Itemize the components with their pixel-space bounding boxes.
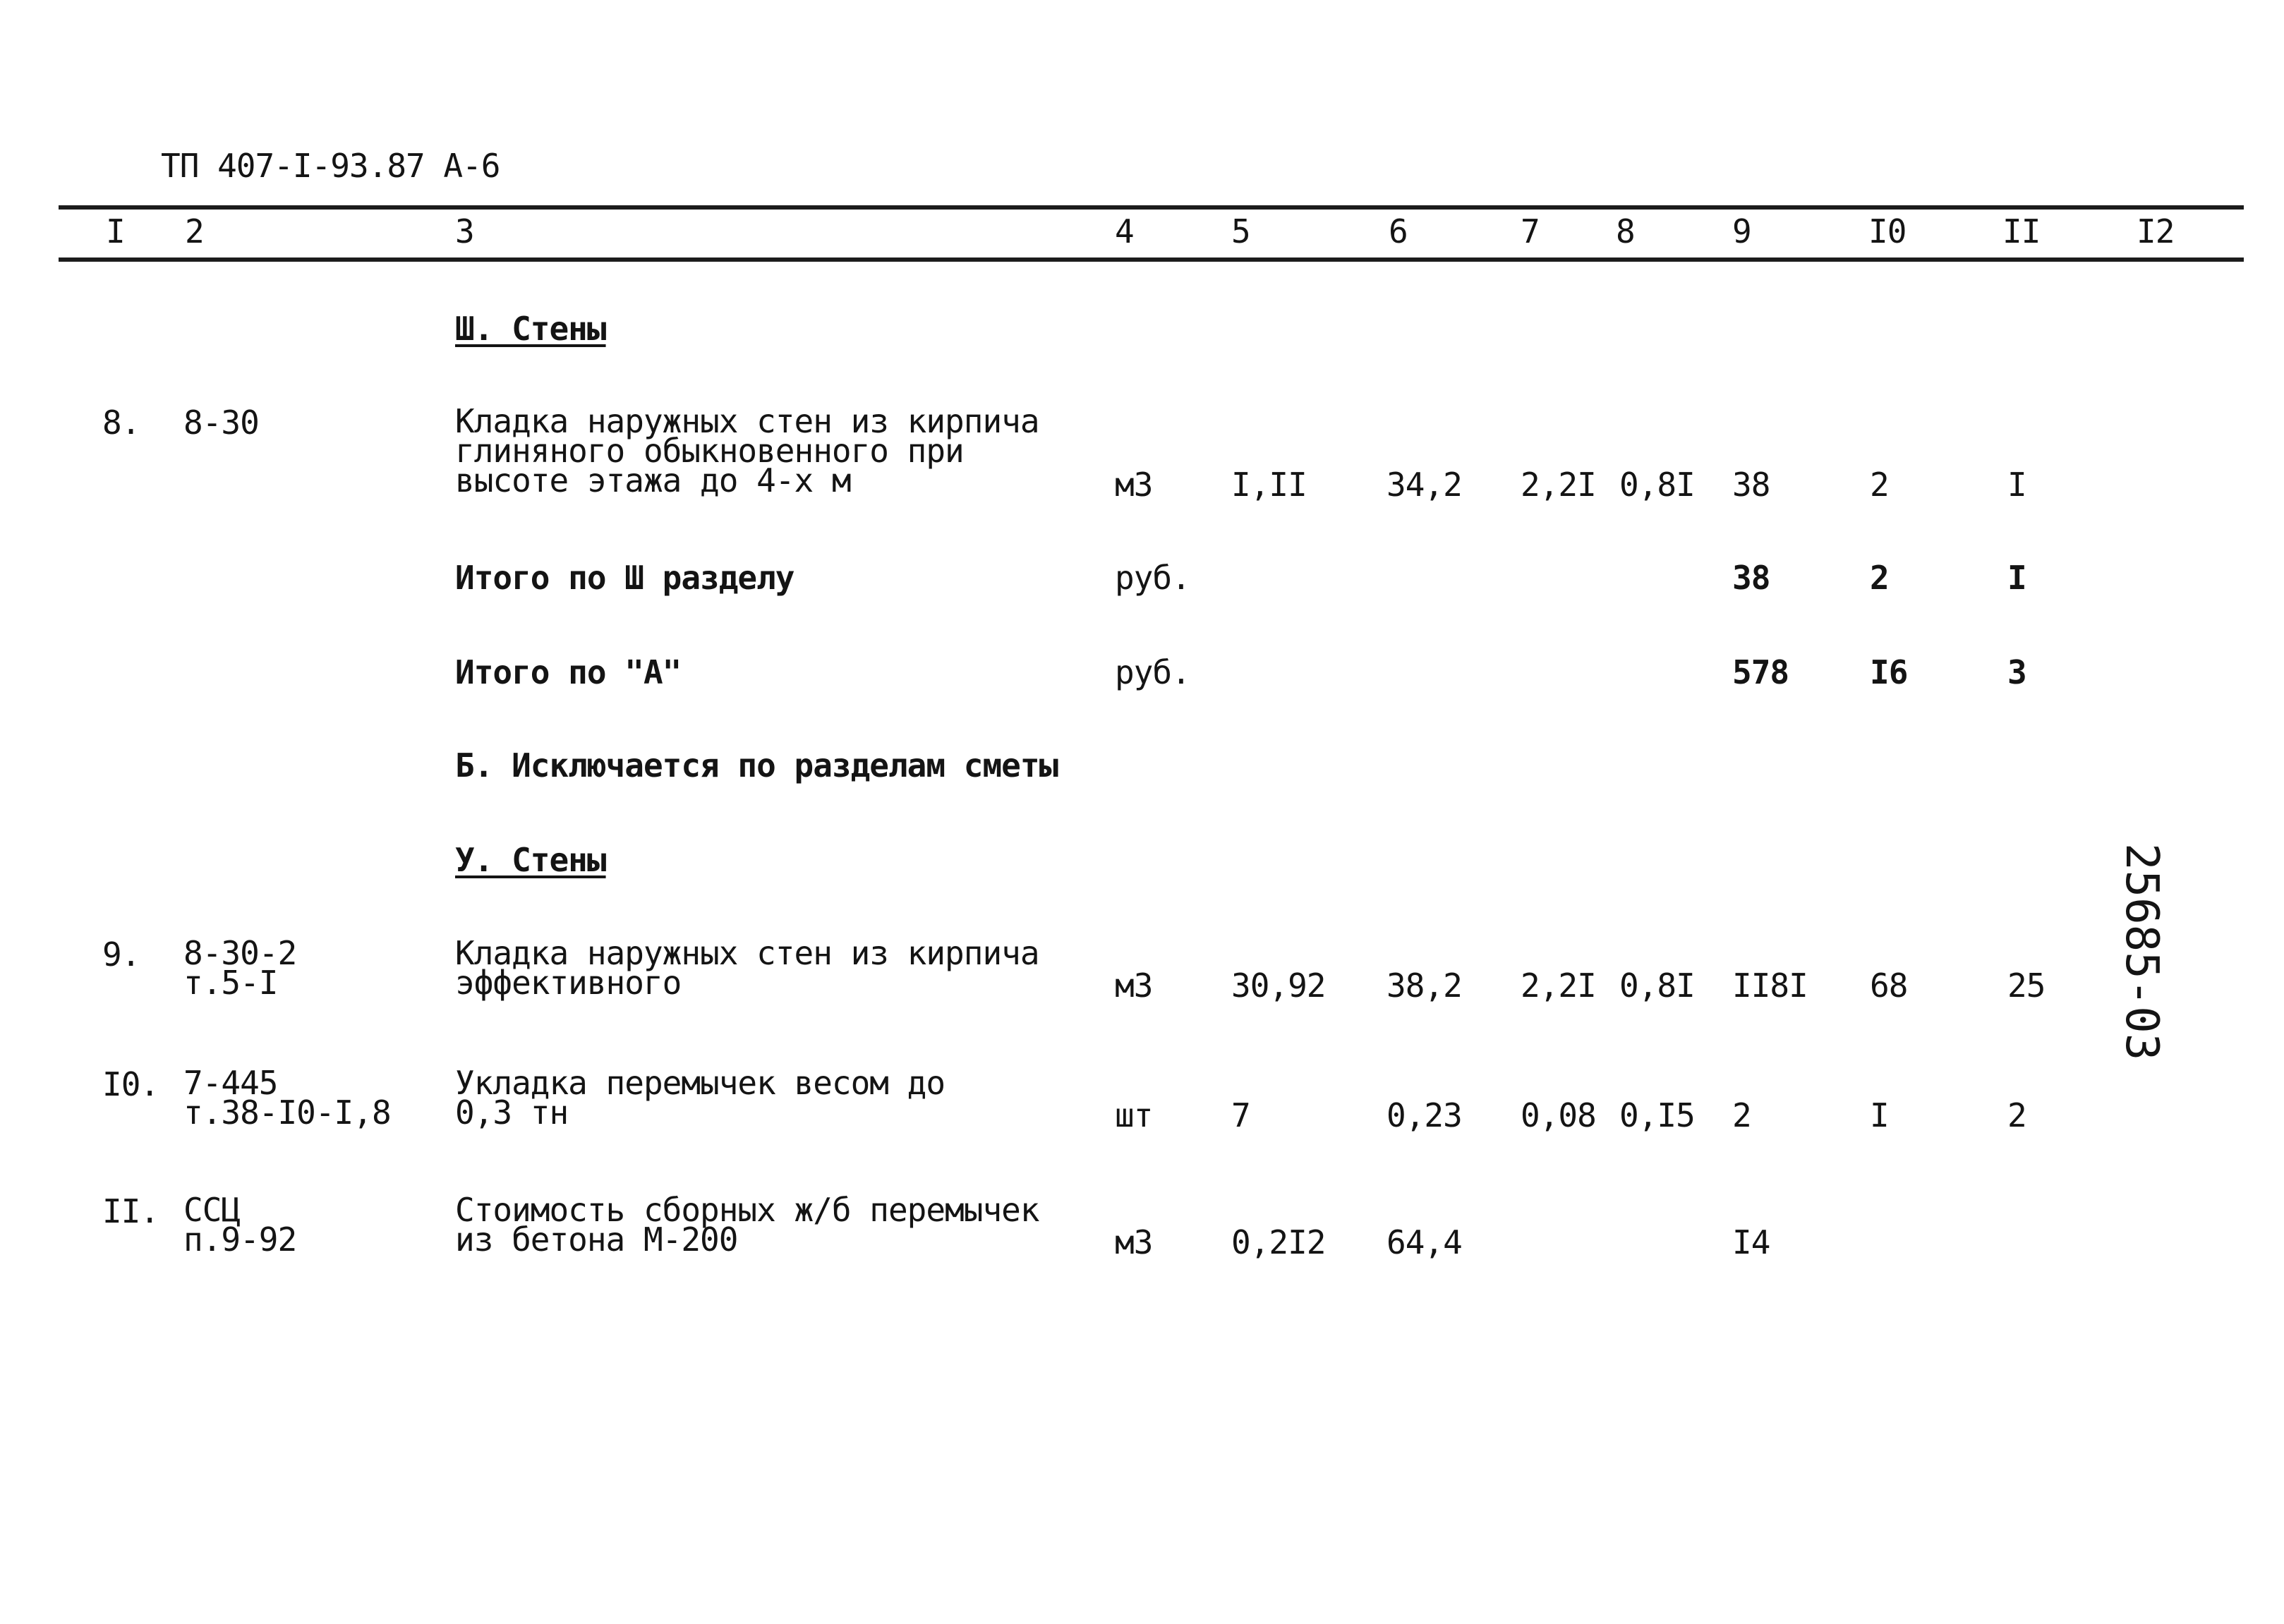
row-col9: 38: [1732, 466, 1770, 504]
row-col8: 0,8I: [1619, 966, 1695, 1005]
row-unit: шт: [1115, 1096, 1153, 1134]
row-col8: 0,8I: [1619, 466, 1695, 504]
total-col9: 578: [1732, 653, 1789, 691]
section-b-heading: Б. Исключается по разделам сметы: [455, 746, 1058, 784]
row-col8: 0,I5: [1619, 1096, 1695, 1134]
total-label: Итого по "А": [455, 653, 682, 691]
column-header-6: 6: [1389, 212, 1408, 250]
row-col5: 7: [1231, 1096, 1250, 1134]
header-top-rule: [59, 205, 2244, 210]
total-unit: руб.: [1115, 559, 1190, 597]
column-header-8: 8: [1616, 212, 1635, 250]
row-col5: I,II: [1231, 466, 1307, 504]
row-col10: 68: [1870, 966, 1908, 1005]
row-col11: 2: [2007, 1096, 2026, 1134]
row-code: 8-30: [183, 404, 259, 442]
row-col7: 0,08: [1521, 1096, 1596, 1134]
column-header-2: 2: [185, 212, 204, 250]
row-description: Кладка наружных стен из кирпича глиняного обыкновенного при высоте этажа до 4-х м: [455, 402, 1039, 499]
archive-number-stamp: 25685-03: [2115, 843, 2168, 1061]
row-number: 9.: [102, 935, 140, 974]
row-code: 7-445 т.38-I0-I,8: [183, 1064, 391, 1132]
row-col9: 2: [1732, 1096, 1751, 1134]
row-col11: I: [2007, 466, 2026, 504]
header-bottom-rule: [59, 257, 2244, 262]
row-col9: II8I: [1732, 966, 1808, 1005]
column-header-5: 5: [1231, 212, 1250, 250]
row-description: Стоимость сборных ж/б перемычек из бетона М-200: [455, 1191, 1039, 1259]
column-header-3: 3: [455, 212, 474, 250]
total-label: Итого по Ш разделу: [455, 559, 794, 597]
row-col6: 64,4: [1386, 1223, 1462, 1261]
column-header-11: II: [2002, 212, 2041, 250]
row-col6: 0,23: [1386, 1096, 1462, 1134]
column-header-10: I0: [1868, 212, 1907, 250]
row-col6: 38,2: [1386, 966, 1462, 1005]
row-unit: м3: [1115, 466, 1153, 504]
column-header-9: 9: [1732, 212, 1751, 250]
row-unit: м3: [1115, 1223, 1153, 1261]
section-heading-walls-5: У. Стены: [455, 841, 606, 879]
row-code: 8-30-2 т.5-I: [183, 934, 297, 1002]
row-col9: I4: [1732, 1223, 1770, 1261]
section-heading-walls-3: Ш. Стены: [455, 310, 606, 348]
row-number: II.: [102, 1192, 159, 1230]
row-col7: 2,2I: [1521, 466, 1596, 504]
row-description: Кладка наружных стен из кирпича эффективного: [455, 934, 1039, 1002]
document-id: ТП 407-I-93.87 А-6: [161, 147, 500, 185]
row-col5: 30,92: [1231, 966, 1326, 1005]
total-col10: I6: [1870, 653, 1908, 691]
row-col10: I: [1870, 1096, 1889, 1134]
column-header-12: I2: [2137, 212, 2175, 250]
row-col11: 25: [2007, 966, 2046, 1005]
row-col10: 2: [1870, 466, 1889, 504]
total-col11: 3: [2007, 653, 2026, 691]
row-description: Укладка перемычек весом до 0,3 тн: [455, 1064, 945, 1132]
row-col6: 34,2: [1386, 466, 1462, 504]
row-col7: 2,2I: [1521, 966, 1596, 1005]
total-col9: 38: [1732, 559, 1770, 597]
row-unit: м3: [1115, 966, 1153, 1005]
row-col5: 0,2I2: [1231, 1223, 1326, 1261]
row-number: I0.: [102, 1065, 159, 1103]
row-code: ССЦ п.9-92: [183, 1191, 297, 1259]
total-col10: 2: [1870, 559, 1889, 597]
column-header-1: I: [106, 212, 125, 250]
column-header-4: 4: [1115, 212, 1134, 250]
row-number: 8.: [102, 404, 140, 442]
total-unit: руб.: [1115, 653, 1190, 691]
column-header-7: 7: [1521, 212, 1540, 250]
total-col11: I: [2007, 559, 2026, 597]
